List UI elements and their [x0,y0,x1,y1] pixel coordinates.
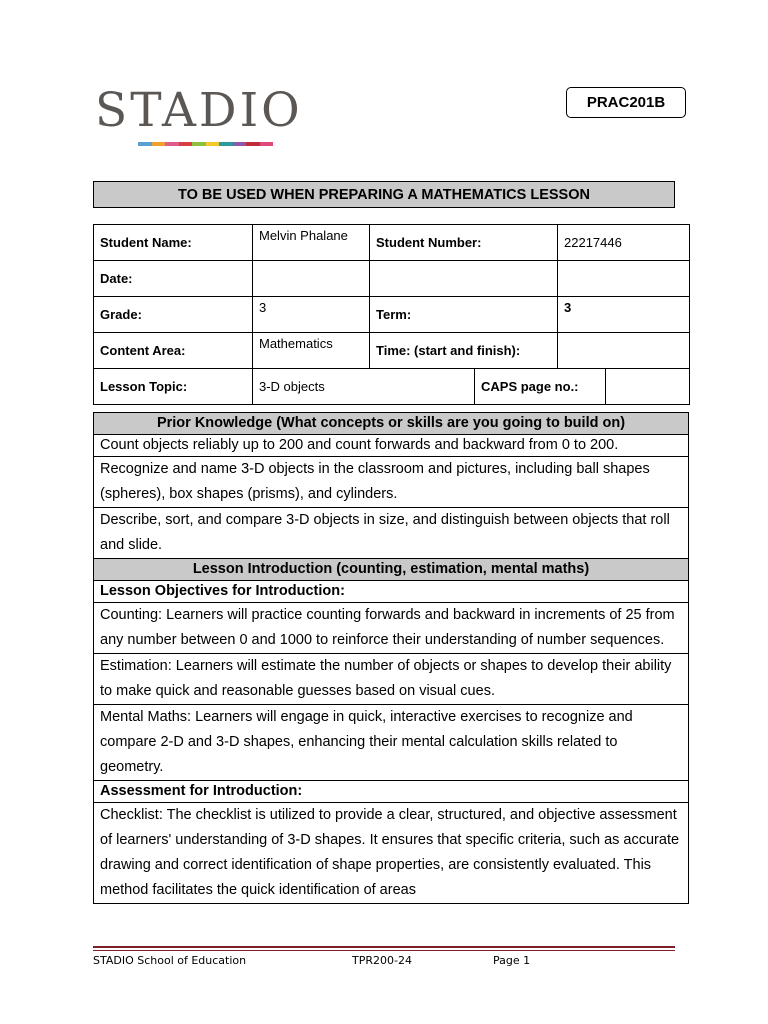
logo-wordmark: STADIO [95,83,303,138]
prior-knowledge-item: Count objects reliably up to 200 and count forwards and backward from 0 to 200. [94,435,689,457]
student-number-value: 22217446 [558,225,690,261]
term-value: 3 [558,297,690,333]
prior-knowledge-header: Prior Knowledge (What concepts or skills are you going to build on) [94,413,689,435]
grade-label: Grade: [94,297,253,333]
lesson-content-table [93,412,689,904]
student-number-label: Student Number: [370,225,558,261]
lesson-objectives-label: Lesson Objectives for Introduction: [94,581,689,603]
date-label: Date: [94,261,253,297]
assessment-text: Checklist: The checklist is utilized to provide a clear, structured, and objective assessment of learners' understanding of 3-D shapes. It ensures that specific criteria, such as accurate drawing and correct identification of shape properties, are consistently evaluated. This method facilitates the quick identification of areas [94,803,689,904]
empty-cell [370,261,558,297]
document-title: TO BE USED WHEN PREPARING A MATHEMATICS LESSON [93,181,675,208]
footer-divider [93,950,675,951]
lesson-topic-value: 3-D objects [253,369,475,405]
term-label: Term: [370,297,558,333]
table-row [94,333,690,369]
logo-stripe-segment [192,142,206,146]
logo-stripe-segment [152,142,166,146]
content-area-label: Content Area: [94,333,253,369]
stadio-logo [95,82,325,152]
student-name-label: Student Name: [94,225,253,261]
footer-module-code: TPR200-24 [352,954,412,967]
objective-item: Mental Maths: Learners will engage in quick, interactive exercises to recognize and compare 2-D and 3-D shapes, enhancing their mental calculation skills related to geometry. [94,705,689,781]
logo-stripe-segment [206,142,220,146]
lesson-info-table [93,224,690,405]
footer-divider [93,946,675,948]
module-code-badge: PRAC201B [566,87,686,118]
footer-page-number: Page 1 [493,954,531,967]
objective-item: Estimation: Learners will estimate the number of objects or shapes to develop their ability to make quick and reasonable guesses based on visual cues. [94,654,689,705]
lesson-topic-label: Lesson Topic: [94,369,253,405]
caps-page-value [606,369,690,405]
logo-stripe-segment [138,142,152,146]
logo-stripe-segment [260,142,274,146]
table-row [94,261,690,297]
logo-stripe-segment [233,142,247,146]
time-label: Time: (start and finish): [370,333,558,369]
assessment-label: Assessment for Introduction: [94,781,689,803]
logo-stripe-segment [165,142,179,146]
date-value [253,261,370,297]
table-row [94,369,690,405]
footer-school: STADIO School of Education [93,954,247,967]
logo-stripe-segment [219,142,233,146]
content-area-value: Mathematics [253,333,370,369]
logo-color-stripe [138,142,273,146]
table-row [94,297,690,333]
logo-stripe-segment [179,142,193,146]
caps-page-label: CAPS page no.: [475,369,606,405]
prior-knowledge-item: Recognize and name 3-D objects in the classroom and pictures, including ball shapes (spheres), box shapes (prisms), and cylinders. [94,457,689,508]
prior-knowledge-item: Describe, sort, and compare 3-D objects in size, and distinguish between objects that roll and slide. [94,508,689,559]
logo-stripe-segment [246,142,260,146]
lesson-introduction-header: Lesson Introduction (counting, estimation, mental maths) [94,559,689,581]
time-value [558,333,690,369]
student-name-value: Melvin Phalane [253,225,370,261]
grade-value: 3 [253,297,370,333]
objective-item: Counting: Learners will practice counting forwards and backward in increments of 25 from any number between 0 and 1000 to reinforce their understanding of number sequences. [94,603,689,654]
table-row [94,225,690,261]
empty-cell [558,261,690,297]
